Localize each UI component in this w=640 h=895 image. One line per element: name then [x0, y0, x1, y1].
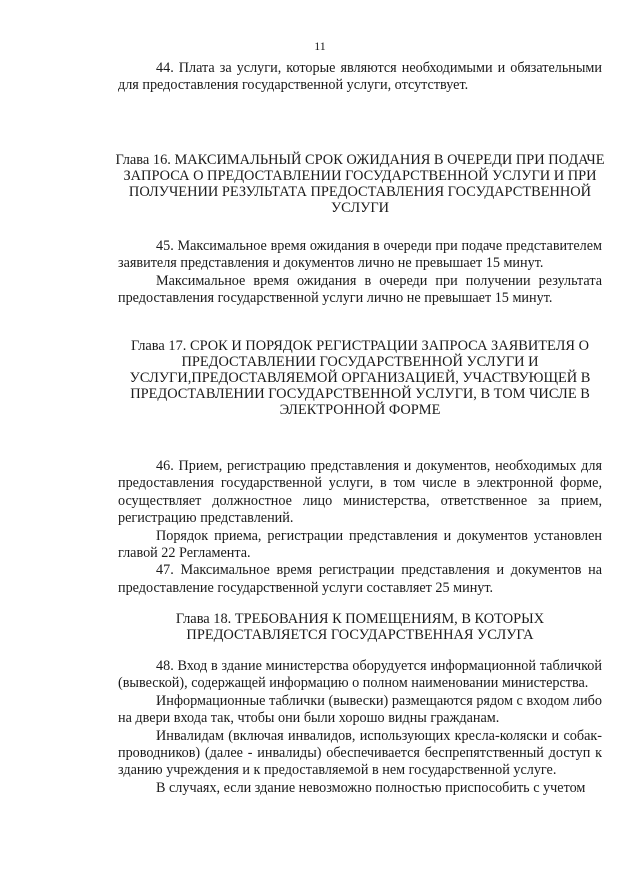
- chapter-18-heading: Глава 18. ТРЕБОВАНИЯ К ПОМЕЩЕНИЯМ, В КОТОРЫХ ПРЕДОСТАВЛЯЕТСЯ ГОСУДАРСТВЕННАЯ УСЛУГА: [175, 611, 545, 643]
- section-46-47: [118, 458, 602, 597]
- paragraph-45-cont: Максимальное время ожидания в очереди при получении результата предоставления государственной услуги лично не превышает 15 минут.: [118, 272, 602, 307]
- chapter-16-heading: Глава 16. МАКСИМАЛЬНЫЙ СРОК ОЖИДАНИЯ В ОЧЕРЕДИ ПРИ ПОДАЧЕ ЗАПРОСА О ПРЕДОСТАВЛЕНИИ ГОСУДАРСТВЕННОЙ УСЛУГИ И ПРИ ПОЛУЧЕНИИ РЕЗУЛЬТАТА ПРЕДОСТАВЛЕНИЯ ГОСУДАРСТВЕННОЙ УСЛУГИ: [115, 152, 605, 216]
- paragraph-46: 46. Прием, регистрацию представления и документов, необходимых для предоставления государственной услуги, в том числе в электронной форме, осуществляет должностное лицо министерства, ответственное за прием, регистрацию представлений.: [118, 458, 602, 527]
- page-number: 11: [314, 39, 326, 53]
- paragraph-47: 47. Максимальное время регистрации представления и документов на предоставление государственной услуги составляет 25 минут.: [118, 562, 602, 596]
- paragraph-text: 44. Плата за услуги, которые являются необходимыми и обязательными для предоставления государственной услуги, отсутствует.: [118, 60, 602, 94]
- chapter-17-heading: Глава 17. СРОК И ПОРЯДОК РЕГИСТРАЦИИ ЗАПРОСА ЗАЯВИТЕЛЯ О ПРЕДОСТАВЛЕНИИ ГОСУДАРСТВЕННОЙ УСЛУГИ И УСЛУГИ,ПРЕДОСТАВЛЯЕМОЙ ОРГАНИЗАЦИЕЙ, УЧАСТВУЮЩЕЙ В ПРЕДОСТАВЛЕНИИ ГОСУДАРСТВЕННОЙ УСЛУГИ, В ТОМ ЧИСЛЕ В ЭЛЕКТРОННОЙ ФОРМЕ: [129, 338, 591, 418]
- paragraph-48-b: Информационные таблички (вывески) размещаются рядом с входом либо на двери входа так, чтобы они были хорошо видны гражданам.: [118, 692, 602, 727]
- paragraph-48-d: В случаях, если здание невозможно полностью приспособить с учетом: [156, 779, 586, 796]
- section-48: [118, 658, 602, 797]
- paragraph-44: [118, 60, 602, 95]
- section-45: [118, 238, 602, 308]
- paragraph-48-c: Инвалидам (включая инвалидов, использующих кресла-коляски и собак-проводников) (далее - инвалиды) обеспечивается беспрепятственный доступ к зданию учреждения и к предоставляемой в нем государственной услуге.: [118, 727, 602, 779]
- paragraph-46-cont: Порядок приема, регистрации представления и документов установлен главой 22 Регламента.: [118, 527, 602, 562]
- paragraph-48: 48. Вход в здание министерства оборудуется информационной табличкой (вывеской), содержащей информацию о полном наименовании министерства.: [118, 658, 602, 692]
- paragraph-45: 45. Максимальное время ожидания в очереди при подаче представителем заявителя представления и документов лично не превышает 15 минут.: [118, 238, 602, 272]
